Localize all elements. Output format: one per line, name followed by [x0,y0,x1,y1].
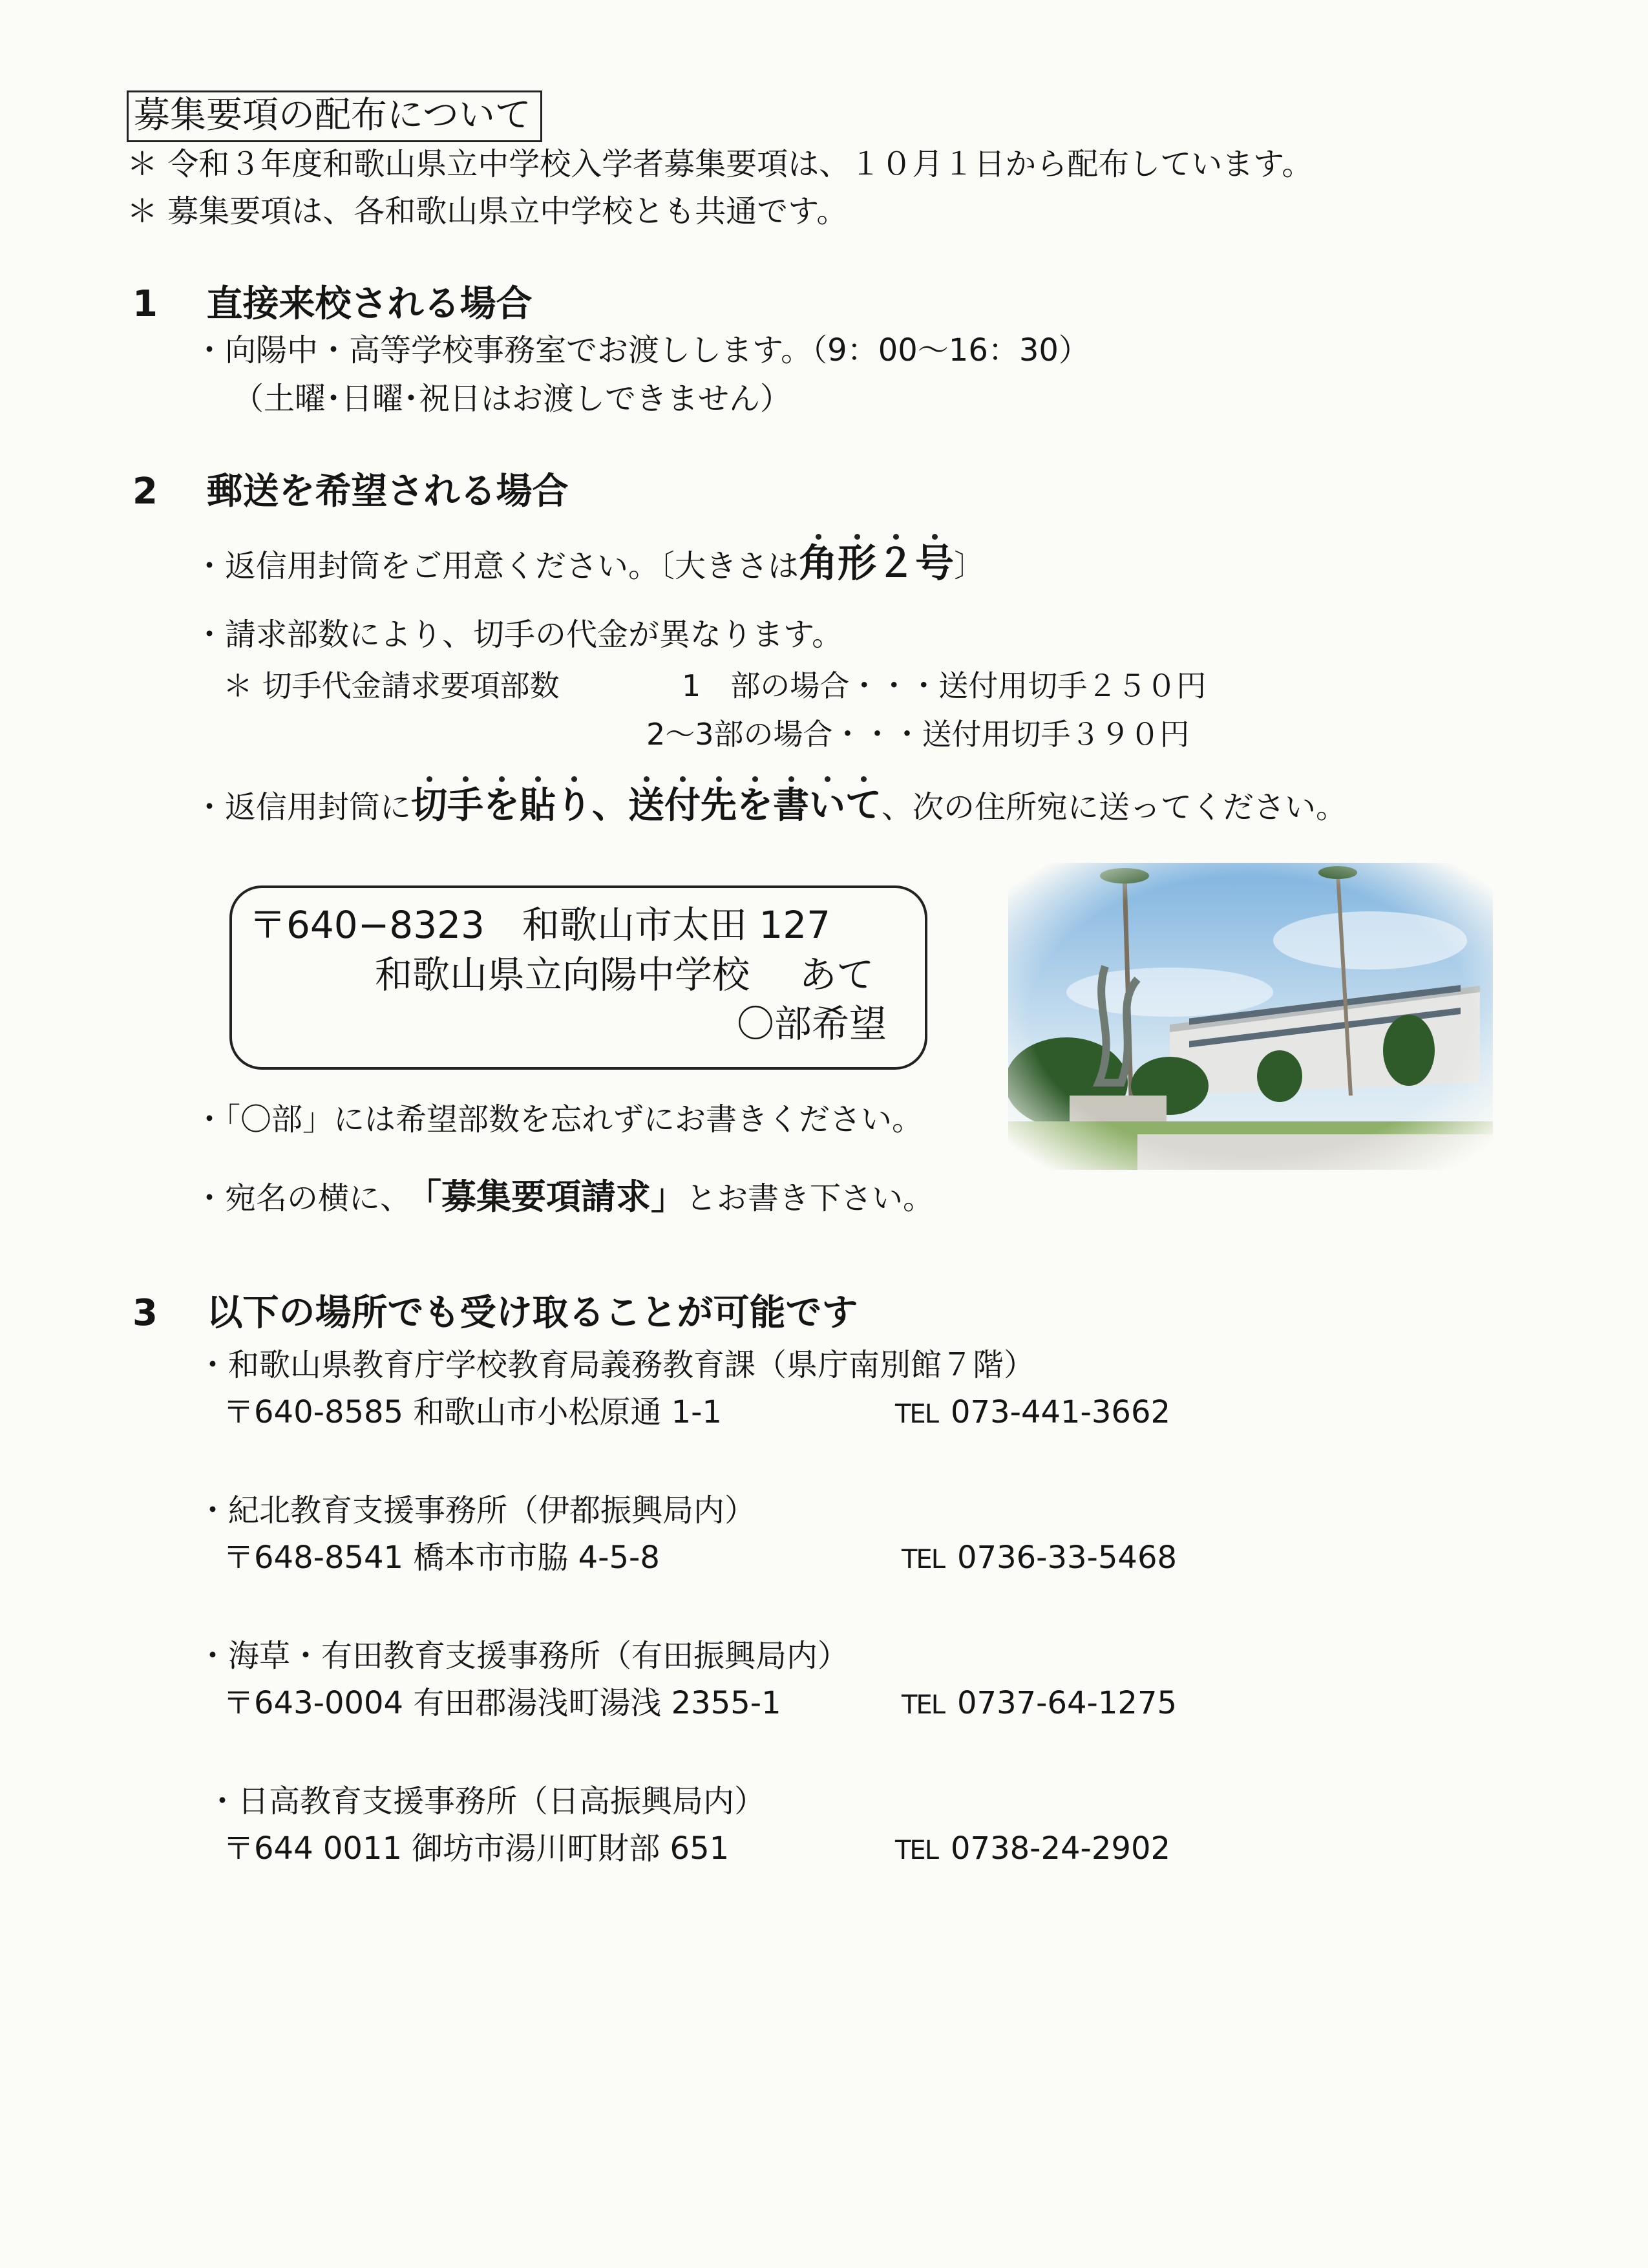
note2-suffix: とお書き下さい。 [686,1180,935,1216]
section2-heading: 2 郵送を希望される場合 [132,471,569,513]
stamp-row-2: 2～3部の場合・・・送付用切手３９０円 [646,717,1190,752]
place-3-address: 〒643-0004 有田郡湯浅町湯浅 2355-1 [223,1685,781,1721]
place-4-name: ・日高教育支援事務所（日高振興局内） [207,1783,766,1819]
tel-label: TEL [895,1836,938,1865]
send-emph-char: を [483,785,520,827]
send-emph-char: 貼 [520,785,556,827]
envelope-size-emph [799,541,954,586]
stamps-intro: ・請求部数により、切手の代金が異なります。 [194,617,843,653]
place-4-address: 〒644 0011 御坊市湯川町財部 651 [223,1830,730,1867]
place-1-tel-number: 073-441-3662 [951,1394,1171,1430]
distribution-note-2: ＊ 募集要項は、各和歌山県立中学校とも共通です。 [127,193,848,229]
place-3-tel-number: 0737-64-1275 [957,1685,1178,1721]
send-emph-2 [628,785,882,827]
note2-prefix: ・宛名の横に、 [194,1180,412,1216]
send-emph-char: 先 [701,785,737,827]
send-suffix: 、次の住所宛に送ってください。 [882,789,1347,825]
envelope-prefix: ・返信用封筒をご用意ください。〔大きさは [194,548,799,584]
section2-note-2 [194,1176,934,1219]
place-2-address: 〒648-8541 橋本市市脇 4-5-8 [223,1540,660,1576]
place-3-name: ・海草・有田教育支援事務所（有田振興局内） [197,1638,849,1674]
section2-note-1: ・「〇部」には希望部数を忘れずにお書きください。 [194,1101,924,1138]
section1-line2: （土曜･日曜･祝日はお渡しできません） [233,381,792,417]
envelope-line [194,543,985,587]
place-3-tel [902,1682,1177,1726]
address-line-2: 和歌山県立向陽中学校 あて [375,953,874,997]
distribution-title: 募集要項の配布について [127,90,542,142]
place-2-name: ・紀北教育支援事務所（伊都振興局内） [197,1492,756,1529]
envelope-size-char: 角 [799,541,838,586]
place-1-name: ・和歌山県教育庁学校教育局義務教育課（県庁南別館７階） [197,1347,1035,1383]
place-1-tel [895,1392,1170,1435]
envelope-size-char: ２ [876,541,916,586]
send-emph-char: て [845,785,882,827]
place-2-tel-number: 0736-33-5468 [957,1540,1178,1576]
place-1-address: 〒640-8585 和歌山市小松原通 1-1 [223,1394,723,1430]
send-emph-char: 付 [664,785,701,827]
distribution-note-1: ＊ 令和３年度和歌山県立中学校入学者募集要項は、１０月１日から配布しています。 [127,146,1313,182]
envelope-size-char: 号 [915,541,955,586]
send-prefix: ・返信用封筒に [194,789,412,825]
school-building-photo [1008,863,1493,1170]
send-emph-char: 切 [411,785,448,827]
tel-label: TEL [902,1545,944,1574]
send-emph-1 [411,785,592,827]
envelope-size-char: 形 [838,541,877,586]
send-emph-char: 手 [447,785,484,827]
send-sep: 、 [592,785,629,827]
section3-heading: 3 以下の場所でも受け取ることが可能です [132,1292,858,1334]
place-2-tel [902,1537,1177,1580]
note2-emph: 「募集要項請求」 [424,1176,686,1217]
address-line-3: 〇部希望 [737,1002,887,1046]
send-emph-char: を [737,785,774,827]
send-emph-char: 書 [773,785,810,827]
send-line [194,785,1347,828]
section1-line1: ・向陽中・高等学校事務室でお渡しします。（9：00～16：30） [194,332,1090,368]
photo-illustration [1008,863,1493,1170]
send-emph-char: 送 [628,785,665,827]
section1-heading: 1 直接来校される場合 [132,283,533,325]
place-4-tel-number: 0738-24-2902 [951,1830,1171,1867]
tel-label: TEL [902,1690,944,1720]
envelope-suffix: 〕 [954,548,986,584]
send-emph-char: り [556,785,593,827]
address-line-1: 〒640−8323 和歌山市太田 127 [249,903,831,947]
place-4-tel [895,1828,1170,1871]
stamp-label: ＊ 切手代金請求要項部数 [223,668,560,703]
tel-label: TEL [895,1399,938,1429]
send-emph-char: い [809,785,846,827]
stamp-row-1: 1 部の場合・・・送付用切手２５０円 [682,668,1207,703]
